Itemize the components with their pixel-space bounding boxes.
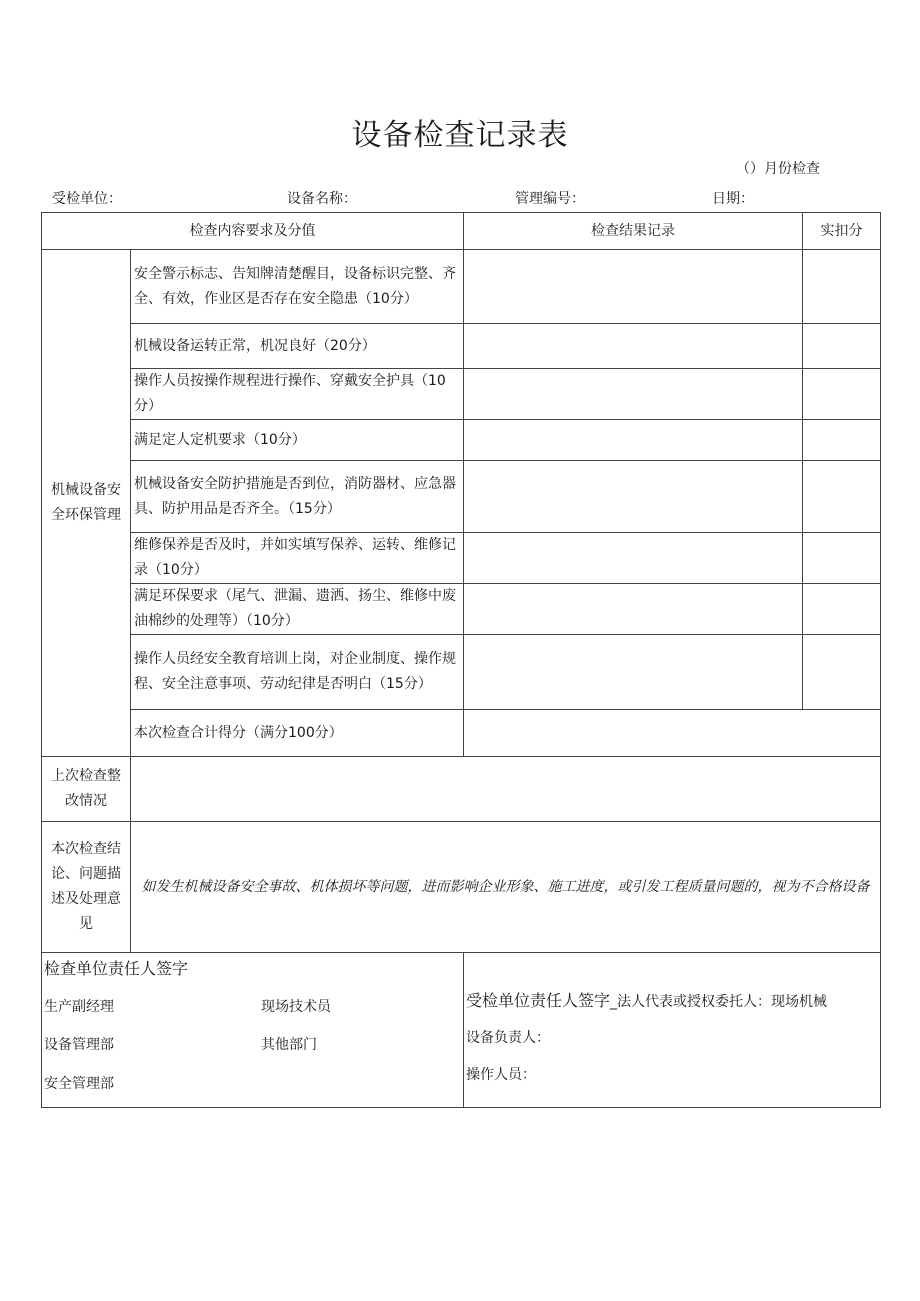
result-cell[interactable] [464, 420, 803, 461]
deduction-cell[interactable] [803, 250, 881, 324]
other-dept-label: 其他部门 [261, 1037, 317, 1053]
deduction-cell[interactable] [803, 324, 881, 369]
conclusion-label: 本次检查结论、问题描述及处理意见 [42, 822, 131, 953]
page-title: 设备检查记录表 [351, 118, 569, 153]
header-result: 检查结果记录 [464, 213, 803, 250]
total-row [42, 710, 881, 757]
inspected-unit-label: 受检单位： [52, 191, 122, 207]
deduction-cell[interactable] [803, 533, 881, 584]
item-cell: 满足定人定机要求（10分） [131, 420, 464, 461]
deduction-cell[interactable] [803, 420, 881, 461]
table-row [42, 533, 881, 584]
management-no-label: 管理编号： [515, 191, 585, 207]
month-check-label: （）月份检查 [736, 161, 820, 177]
safety-dept-label: 安全管理部 [44, 1076, 114, 1092]
item-cell: 机械设备安全防护措施是否到位，消防器材、应急器具、防护用品是否齐全。（15分） [131, 461, 464, 533]
last-rectification-row [42, 757, 881, 822]
total-label: 本次检查合计得分（满分100分） [131, 710, 464, 757]
table-row [42, 635, 881, 710]
item-cell: 机械设备运转正常，机况良好（20分） [131, 324, 464, 369]
inspector-signature-title: 检查单位责任人签字 [44, 959, 189, 978]
item-cell: 维修保养是否及时，并如实填写保养、运转、维修记录（10分） [131, 533, 464, 584]
conclusion-text: 如发生机械设备安全事故、机体损坏等问题，进而影响企业形象、施工进度，或引发工程质量问题的，视为不合格设备 [131, 822, 881, 953]
item-cell: 满足环保要求（尾气、泄漏、遗洒、扬尘、维修中废油棉纱的处理等）（10分） [131, 584, 464, 635]
last-rectification-cell[interactable] [131, 757, 881, 822]
inspected-signature-title: 受检单位责任人签字 [466, 991, 611, 1010]
result-cell[interactable] [464, 369, 803, 420]
total-score-cell[interactable] [464, 710, 881, 757]
signature-row [42, 953, 881, 1108]
table-row [42, 250, 881, 324]
result-cell[interactable] [464, 533, 803, 584]
deduction-cell[interactable] [803, 635, 881, 710]
table-row [42, 461, 881, 533]
inspected-signature-cell[interactable] [464, 953, 881, 1108]
table-row [42, 324, 881, 369]
category-cell: 机械设备安全环保管理 [42, 250, 131, 757]
result-cell[interactable] [464, 584, 803, 635]
operator-label: 操作人员： [466, 1067, 536, 1083]
deduction-cell[interactable] [803, 369, 881, 420]
header-deduction: 实扣分 [803, 213, 881, 250]
production-vp-label: 生产副经理 [44, 999, 114, 1015]
result-cell[interactable] [464, 324, 803, 369]
table-header-row [42, 213, 881, 250]
result-cell[interactable] [464, 250, 803, 324]
result-cell[interactable] [464, 635, 803, 710]
date-label: 日期： [712, 191, 754, 207]
table-row [42, 584, 881, 635]
inspector-signature-cell[interactable] [42, 953, 464, 1108]
item-cell: 操作人员经安全教育培训上岗，对企业制度、操作规程、安全注意事项、劳动纪律是否明白（15分） [131, 635, 464, 710]
equipment-name-label: 设备名称： [287, 191, 357, 207]
header-content: 检查内容要求及分值 [42, 213, 464, 250]
inspected-signature-line [466, 988, 827, 1015]
table-row [42, 420, 881, 461]
item-cell: 操作人员按操作规程进行操作、穿戴安全护具（10分） [131, 369, 464, 420]
table-row [42, 369, 881, 420]
deduction-cell[interactable] [803, 584, 881, 635]
deduction-cell[interactable] [803, 461, 881, 533]
equipment-head-label: 设备负责人： [466, 1030, 550, 1046]
conclusion-row [42, 822, 881, 953]
item-cell: 安全警示标志、告知牌清楚醒目，设备标识完整、齐全、有效，作业区是否存在安全隐患（10分） [131, 250, 464, 324]
equipment-dept-label: 设备管理部 [44, 1037, 114, 1053]
site-tech-label: 现场技术员 [261, 999, 331, 1015]
inspected-signature-suffix: _法人代表或授权委托人：现场机械 [610, 994, 828, 1010]
result-cell[interactable] [464, 461, 803, 533]
last-rectification-label: 上次检查整改情况 [42, 757, 131, 822]
inspection-table [41, 212, 881, 1108]
